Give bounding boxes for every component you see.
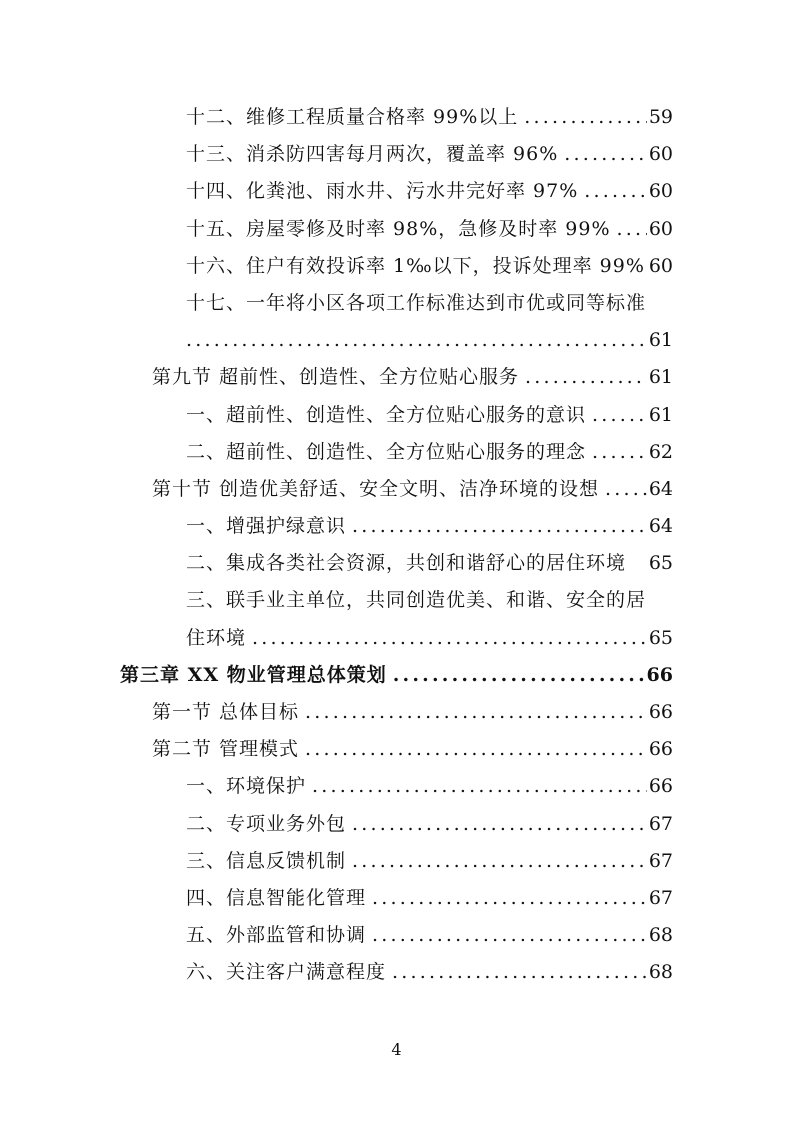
toc-row [0, 657, 793, 694]
toc-entry-page: 62 [648, 440, 673, 463]
toc-entry[interactable] [186, 843, 673, 880]
toc-row [0, 880, 793, 917]
toc-entry-page: 67 [648, 849, 673, 872]
table-of-contents [0, 99, 793, 992]
toc-entry[interactable] [152, 471, 673, 508]
toc-entry[interactable] [186, 173, 673, 210]
toc-row [0, 806, 793, 843]
toc-entry[interactable] [186, 397, 673, 434]
toc-row [0, 843, 793, 880]
toc-entry-title: 三、信息反馈机制 [186, 849, 347, 872]
toc-dot-leader [352, 508, 647, 545]
toc-dot-leader [564, 136, 647, 173]
toc-entry-page: 67 [648, 886, 673, 909]
toc-entry-page: 64 [648, 477, 673, 500]
toc-entry[interactable] [186, 508, 673, 545]
toc-row [0, 917, 793, 954]
page-number: 4 [391, 1040, 402, 1059]
toc-row [0, 359, 793, 396]
toc-dot-leader [393, 657, 645, 694]
toc-row [0, 545, 793, 582]
toc-entry-page: 68 [648, 924, 673, 947]
toc-dot-leader [392, 954, 647, 991]
toc-entry-page: 68 [648, 961, 673, 984]
toc-entry-title: 十六、住户有效投诉率 1‰以下，投诉处理率 99% [186, 254, 645, 277]
toc-entry-page: 65 [648, 552, 673, 575]
toc-row [0, 322, 793, 359]
toc-row [0, 471, 793, 508]
toc-entry-title: 十四、化粪池、雨水井、污水井完好率 97% [186, 180, 579, 203]
toc-entry[interactable] [186, 136, 673, 173]
toc-entry[interactable] [186, 620, 673, 657]
toc-row [0, 285, 793, 322]
toc-entry-title: 一、环境保护 [186, 775, 307, 798]
toc-entry[interactable] [186, 322, 673, 359]
toc-entry-title: 十三、消杀防四害每月两次，覆盖率 96% [186, 143, 559, 166]
toc-entry[interactable] [186, 99, 673, 136]
toc-row [0, 99, 793, 136]
toc-entry-page: 65 [648, 626, 673, 649]
toc-dot-leader [592, 434, 647, 471]
toc-row [0, 434, 793, 471]
toc-row [0, 397, 793, 434]
toc-entry[interactable] [186, 285, 673, 322]
toc-entry[interactable] [120, 657, 673, 694]
toc-entry-title: 第一节 总体目标 [152, 701, 300, 723]
toc-entry-title: 三、联手业主单位，共同创造优美、和谐、安全的居 [186, 589, 647, 612]
toc-dot-leader [372, 880, 647, 917]
toc-dot-leader [617, 211, 647, 248]
toc-entry-page: 60 [648, 217, 673, 240]
toc-entry[interactable] [152, 359, 673, 396]
toc-entry-title: 一、超前性、创造性、全方位贴心服务的意识 [186, 403, 587, 426]
toc-entry-page: 60 [648, 180, 673, 203]
toc-dot-leader [525, 359, 647, 396]
toc-dot-leader [352, 806, 647, 843]
toc-entry-page: 59 [648, 106, 673, 128]
toc-dot-leader [592, 397, 647, 434]
toc-entry-title: 二、集成各类社会资源，共创和谐舒心的居住环境 [186, 552, 627, 575]
toc-dot-leader [186, 322, 647, 359]
toc-row [0, 694, 793, 731]
toc-row [0, 136, 793, 173]
toc-entry-title: 十二、维修工程质量合格率 99%以上 [186, 106, 519, 128]
toc-entry-page: 61 [648, 366, 673, 389]
toc-entry[interactable] [186, 954, 673, 991]
toc-entry[interactable] [152, 731, 673, 768]
toc-entry[interactable] [152, 694, 673, 731]
toc-entry-page: 61 [648, 329, 673, 352]
toc-entry-page: 66 [648, 738, 673, 761]
toc-entry[interactable] [186, 582, 673, 619]
toc-entry-page: 67 [648, 812, 673, 835]
toc-entry-page: 66 [648, 701, 673, 723]
toc-row [0, 211, 793, 248]
toc-entry-title: 五、外部监管和协调 [186, 924, 367, 947]
toc-entry-page: 66 [646, 663, 673, 686]
toc-row [0, 248, 793, 285]
toc-entry-title: 四、信息智能化管理 [186, 886, 367, 909]
toc-row [0, 173, 793, 210]
toc-row [0, 582, 793, 619]
toc-dot-leader [252, 620, 647, 657]
toc-entry-title: 第九节 超前性、创造性、全方位贴心服务 [152, 366, 520, 389]
toc-row [0, 731, 793, 768]
toc-entry-title: 第二节 管理模式 [152, 738, 300, 761]
toc-entry-title: 十五、房屋零修及时率 98%，急修及时率 99% [186, 217, 611, 240]
toc-dot-leader [352, 843, 647, 880]
toc-entry[interactable] [186, 434, 673, 471]
toc-row [0, 508, 793, 545]
toc-row [0, 768, 793, 805]
toc-entry[interactable] [186, 917, 673, 954]
toc-row [0, 620, 793, 657]
toc-entry-title: 第十节 创造优美舒适、安全文明、洁净环境的设想 [152, 477, 600, 500]
toc-entry[interactable] [186, 880, 673, 917]
toc-entry-page: 60 [648, 143, 673, 166]
toc-entry[interactable] [186, 211, 673, 248]
toc-dot-leader [312, 768, 647, 805]
toc-dot-leader [372, 917, 647, 954]
toc-entry-page: 66 [648, 775, 673, 798]
toc-row [0, 954, 793, 991]
toc-entry-page: 64 [648, 515, 673, 538]
toc-entry-page: 61 [648, 403, 673, 426]
toc-entry-page: 60 [648, 254, 673, 277]
toc-dot-leader [305, 694, 647, 731]
toc-dot-leader [524, 99, 647, 136]
toc-entry-title: 二、专项业务外包 [186, 812, 347, 835]
toc-entry-title: 二、超前性、创造性、全方位贴心服务的理念 [186, 440, 587, 463]
toc-entry[interactable] [186, 806, 673, 843]
toc-entry-title: 第三章 XX 物业管理总体策划 [120, 663, 387, 686]
toc-dot-leader [605, 471, 647, 508]
toc-entry-title: 六、关注客户满意程度 [186, 961, 387, 984]
toc-dot-leader [305, 731, 647, 768]
toc-entry-title: 十七、一年将小区各项工作标准达到市优或同等标准 [186, 291, 647, 314]
toc-entry-title: 一、增强护绿意识 [186, 515, 347, 538]
toc-entry[interactable] [186, 248, 673, 285]
toc-entry-title: 住环境 [186, 626, 247, 649]
toc-entry[interactable] [186, 768, 673, 805]
toc-dot-leader [584, 173, 647, 210]
toc-entry[interactable] [186, 545, 673, 582]
